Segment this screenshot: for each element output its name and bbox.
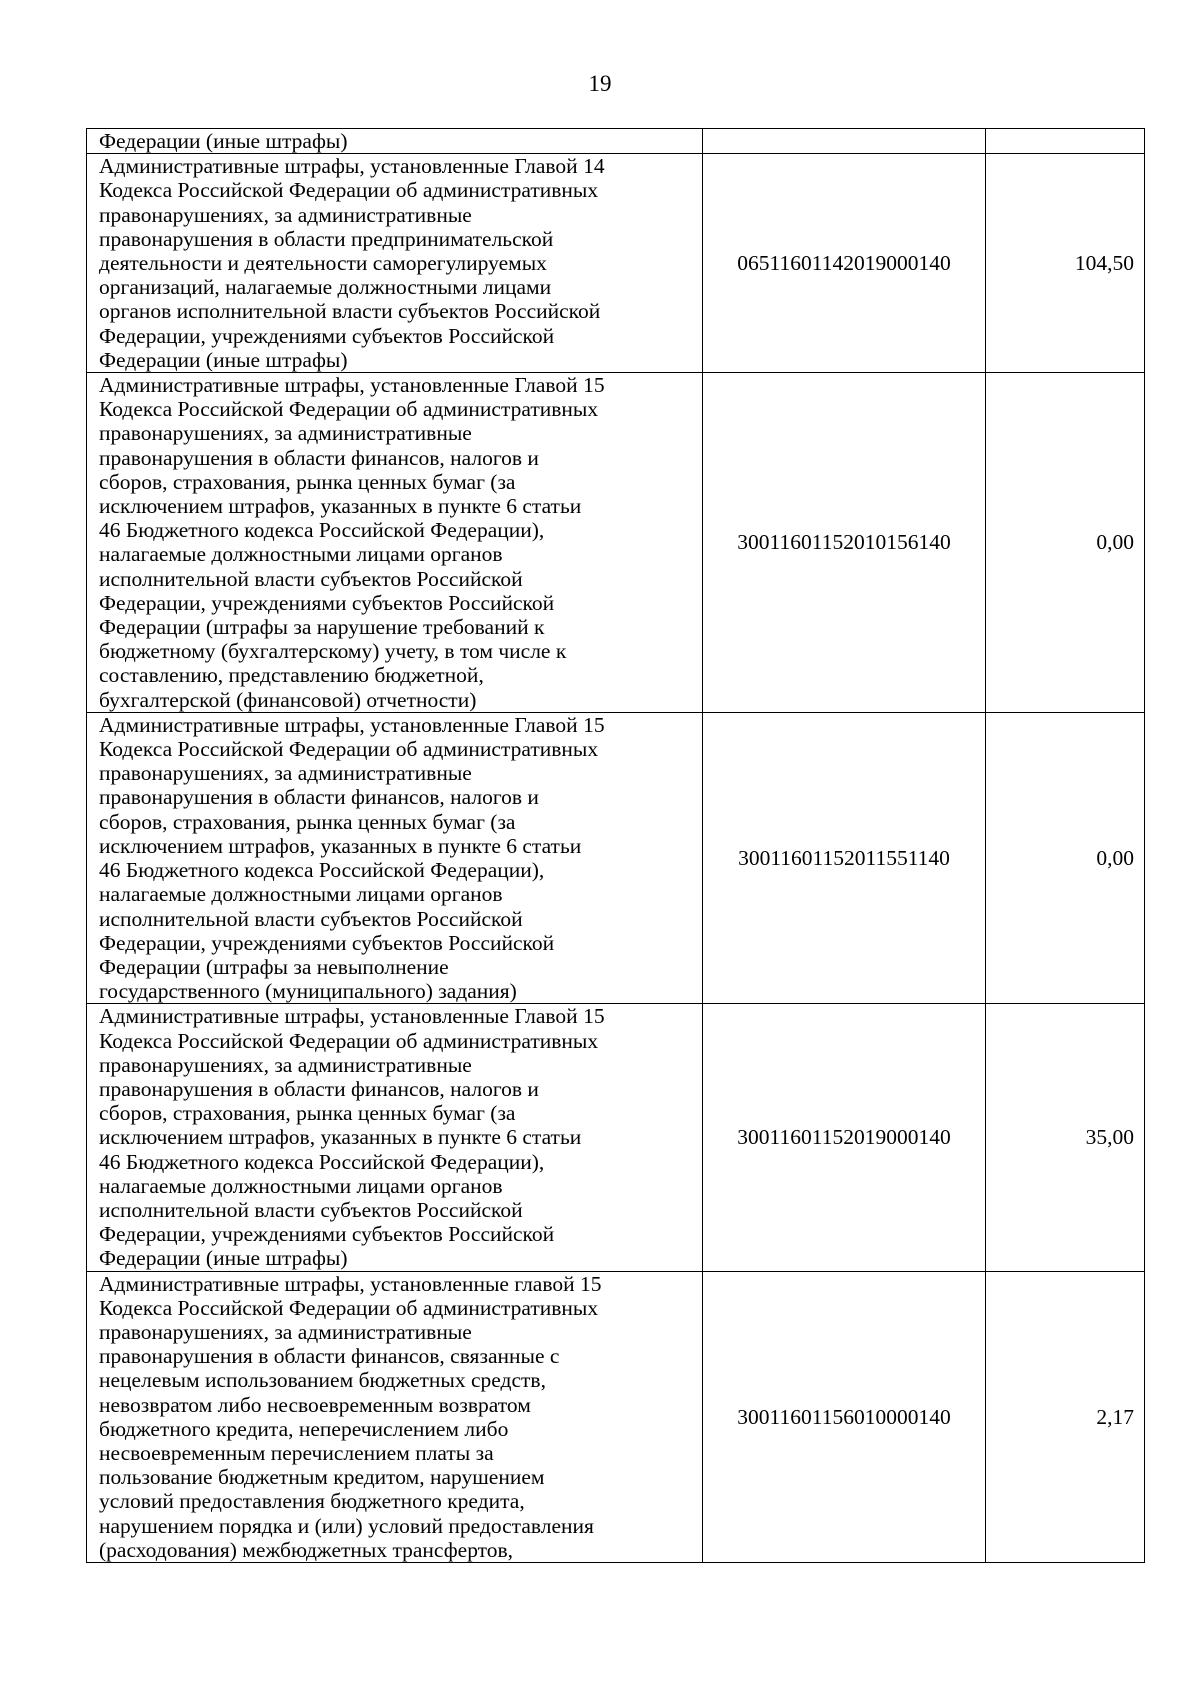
description-text: Административные штрафы, установленные Главой 15 Кодекса Российской Федерации об административных правонарушениях, за административные правонарушения в области финансов, налогов и сборов, страхования, рынка ценных бумаг (за исключением штрафов, указанных в пункте 6 статьи 46 Бюджетного кодекса Российской Федерации), налагаемые должностными лицами органов исполнительной власти субъектов Российской Федерации, учреждениями субъектов Российской Федерации (штрафы за невыполнение государственного (муниципального) задания) [99, 712, 605, 1004]
table-row [87, 1271, 1145, 1562]
description-text: Административные штрафы, установленные Главой 14 Кодекса Российской Федерации об административных правонарушениях, за административные правонарушения в области предпринимательской деятельности и деятельности саморегулируемых организаций, налагаемые должностными лицами органов исполнительной власти субъектов Российской Федерации, учреждениями субъектов Российской Федерации (иные штрафы) [99, 154, 605, 372]
row-amount: 0,00 [986, 373, 1145, 713]
row-description [87, 712, 703, 1003]
row-amount: 104,50 [986, 154, 1145, 373]
description-text: Административные штрафы, установленные главой 15 Кодекса Российской Федерации об административных правонарушениях, за административные правонарушения в области финансов, связанные с нецелевым использованием бюджетных средств, невозвратом либо несвоевременным возвратом бюджетного кредита, неперечислением либо несвоевременным перечислением платы за пользование бюджетным кредитом, нарушением условий предоставления бюджетного кредита, нарушением порядка и (или) условий предоставления (расходования) межбюджетных трансфертов, [99, 1271, 602, 1562]
row-code [703, 129, 986, 154]
row-description [87, 154, 703, 373]
row-description [87, 129, 703, 154]
revenue-table [86, 128, 1145, 1563]
row-description [87, 1004, 703, 1271]
table-row [87, 1004, 1145, 1271]
row-code: 06511601142019000140 [703, 154, 986, 373]
row-code: 30011601152011551140 [703, 712, 986, 1003]
table-row [87, 373, 1145, 713]
row-code: 30011601156010000140 [703, 1271, 986, 1562]
table-row [87, 129, 1145, 154]
row-code: 30011601152019000140 [703, 1004, 986, 1271]
row-code: 30011601152010156140 [703, 373, 986, 713]
description-text: Административные штрафы, установленные Главой 15 Кодекса Российской Федерации об административных правонарушениях, за административные правонарушения в области финансов, налогов и сборов, страхования, рынка ценных бумаг (за исключением штрафов, указанных в пункте 6 статьи 46 Бюджетного кодекса Российской Федерации), налагаемые должностными лицами органов исполнительной власти субъектов Российской Федерации, учреждениями субъектов Российской Федерации (штрафы за нарушение требований к бюджетному (бухгалтерскому) учету, в том числе к составлению, представлению бюджетной, бухгалтерской (финансовой) отчетности) [99, 373, 605, 712]
row-amount: 0,00 [986, 712, 1145, 1003]
row-amount [986, 129, 1145, 154]
row-amount: 35,00 [986, 1004, 1145, 1271]
table-row [87, 712, 1145, 1003]
row-description [87, 373, 703, 713]
description-text: Федерации (иные штрафы) [99, 129, 348, 153]
row-description [87, 1271, 703, 1562]
description-text: Административные штрафы, установленные Главой 15 Кодекса Российской Федерации об административных правонарушениях, за административные правонарушения в области финансов, налогов и сборов, страхования, рынка ценных бумаг (за исключением штрафов, указанных в пункте 6 статьи 46 Бюджетного кодекса Российской Федерации), налагаемые должностными лицами органов исполнительной власти субъектов Российской Федерации, учреждениями субъектов Российской Федерации (иные штрафы) [99, 1004, 605, 1271]
table-row [87, 154, 1145, 373]
page-number: 19 [588, 71, 612, 96]
row-amount: 2,17 [986, 1271, 1145, 1562]
